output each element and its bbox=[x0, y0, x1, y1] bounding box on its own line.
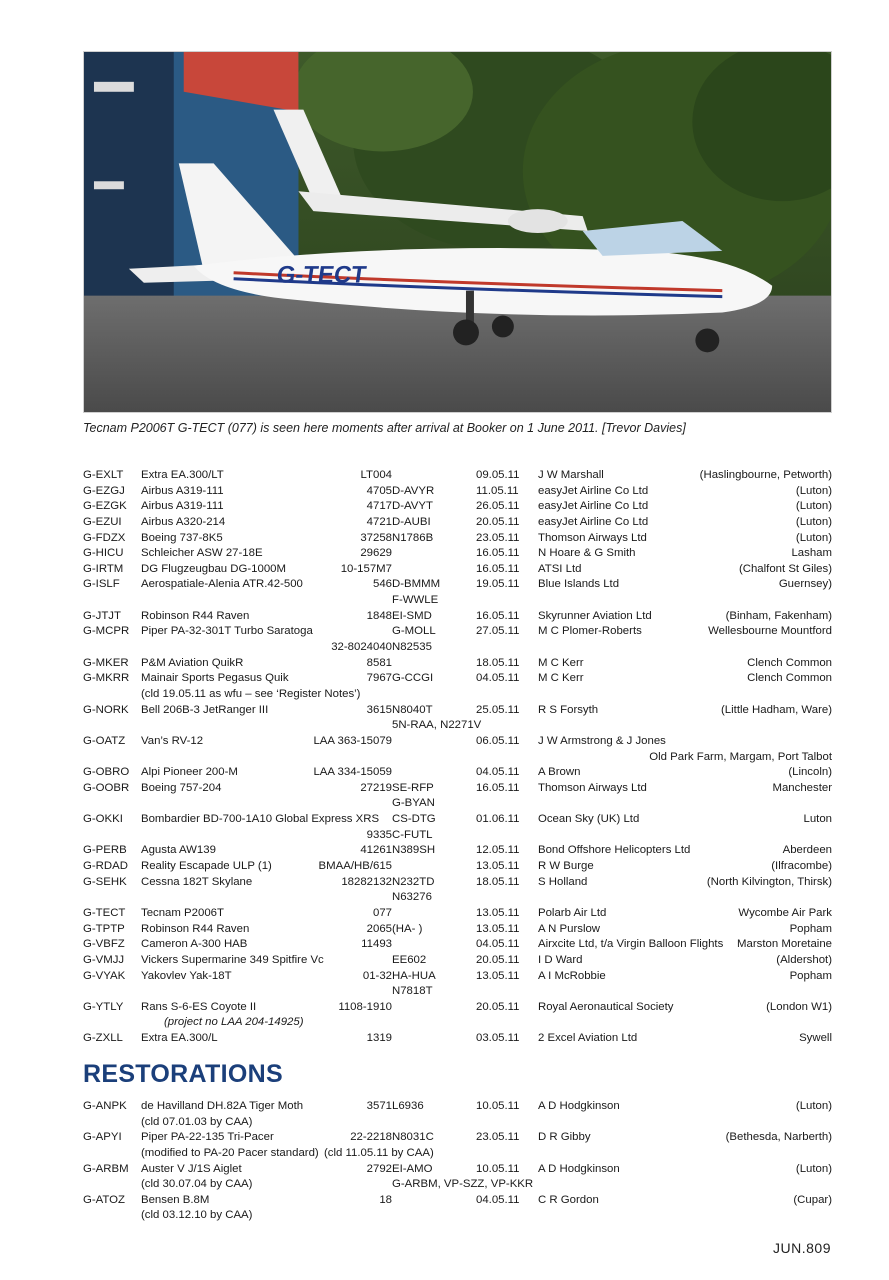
note-cell: (cld 19.05.11 as wfu – see ‘Register Notes’) bbox=[141, 687, 361, 700]
reg-cell: G-RDAD bbox=[83, 860, 128, 873]
reg-cell: G-PERB bbox=[83, 844, 127, 857]
cn-cell: 1848 bbox=[366, 609, 392, 622]
date-cell: 10.05.11 bbox=[476, 1162, 520, 1175]
type-cell: Extra EA.300/LT bbox=[141, 469, 224, 481]
previous-identity-cell: HA-HUA bbox=[392, 969, 436, 982]
previous-identity-cell: D-AVYT bbox=[392, 500, 433, 513]
date-cell: 16.05.11 bbox=[476, 547, 520, 560]
table-row bbox=[83, 468, 843, 484]
reg-cell: G-OBRO bbox=[83, 766, 130, 779]
previous-identity-cell: N8040T bbox=[392, 703, 433, 716]
location-cell: (Lincoln) bbox=[788, 766, 832, 779]
type-cell: Robinson R44 Raven bbox=[141, 609, 250, 622]
cn-cell: LAA 363-15079 bbox=[313, 734, 392, 747]
location-cell: Manchester bbox=[772, 781, 832, 794]
table-row bbox=[83, 781, 843, 797]
date-cell: 20.05.11 bbox=[476, 1000, 520, 1013]
location-cell: (Haslingbourne, Petworth) bbox=[699, 469, 832, 481]
reg-cell: G-ANPK bbox=[83, 1100, 127, 1112]
previous-identity-cell: D-AUBI bbox=[392, 515, 431, 528]
location-cell: (Luton) bbox=[795, 500, 832, 513]
reg-cell: G-OKKI bbox=[83, 813, 123, 826]
owner-cell: Skyrunner Aviation Ltd bbox=[538, 609, 652, 622]
previous-identity-continuation: G-BYAN bbox=[392, 797, 435, 810]
owner-cell: Royal Aeronautical Society bbox=[538, 1000, 674, 1013]
table-row bbox=[83, 796, 843, 812]
table-row bbox=[83, 1000, 843, 1016]
cn-continuation-cell: 9335 bbox=[366, 828, 392, 841]
type-cell: Airbus A319-111 bbox=[141, 484, 224, 497]
photo-caption: Tecnam P2006T G-TECT (077) is seen here moments after arrival at Booker on 1 June 2011. [Trevor Davies] bbox=[83, 421, 686, 435]
table-row bbox=[83, 671, 843, 687]
table-row bbox=[83, 812, 843, 828]
reg-cell: G-IRTM bbox=[83, 562, 124, 575]
previous-identity-cell: N389SH bbox=[392, 844, 436, 857]
location-cell: (Binham, Fakenham) bbox=[725, 609, 832, 622]
cn-cell: 3571 bbox=[366, 1100, 392, 1112]
location-cell: (Bethesda, Narberth) bbox=[725, 1131, 832, 1144]
type-cell: Bombardier BD-700-1A10 Global Express XRS bbox=[141, 813, 380, 826]
cn-cell: 3615 bbox=[366, 703, 392, 716]
date-cell: 04.05.11 bbox=[476, 672, 520, 685]
owner-cell: easyJet Airline Co Ltd bbox=[538, 500, 649, 513]
previous-identity-continuation: 5N-RAA, N2271V bbox=[392, 719, 482, 732]
reg-cell: G-JTJT bbox=[83, 609, 121, 622]
reg-cell: G-EXLT bbox=[83, 469, 124, 481]
previous-identity-cell: G-CCGI bbox=[392, 672, 434, 685]
table-row bbox=[83, 1115, 843, 1131]
table-row bbox=[83, 703, 843, 719]
location-cell: Popham bbox=[789, 969, 832, 982]
reg-cell: G-NORK bbox=[83, 703, 129, 716]
owner-cell: Ocean Sky (UK) Ltd bbox=[538, 813, 640, 826]
cn-cell: 1108-1910 bbox=[338, 1000, 392, 1013]
type-cell: Piper PA-22-135 Tri-Pacer bbox=[141, 1131, 274, 1144]
owner-cell: 2 Excel Aviation Ltd bbox=[538, 1032, 638, 1045]
reg-cell: G-OOBR bbox=[83, 781, 130, 794]
previous-identity-continuation: N7818T bbox=[392, 985, 433, 998]
reg-cell: G-YTLY bbox=[83, 1000, 124, 1013]
previous-identity-continuation: C-FUTL bbox=[392, 828, 433, 841]
previous-identity-cell: D-AVYR bbox=[392, 484, 435, 497]
cn-cell: 546 bbox=[372, 578, 392, 591]
location-cell: Luton bbox=[803, 813, 832, 826]
type-cell: Aerospatiale-Alenia ATR.42-500 bbox=[141, 578, 303, 591]
location-cell: Clench Common bbox=[747, 656, 832, 669]
table-row bbox=[83, 656, 843, 672]
type-cell: Extra EA.300/L bbox=[141, 1032, 218, 1045]
date-cell: 04.05.11 bbox=[476, 1193, 520, 1206]
location-cell: Wycombe Air Park bbox=[738, 906, 832, 919]
location-cell: Wellesbourne Mountford bbox=[708, 625, 832, 638]
type-cell: de Havilland DH.82A Tiger Moth bbox=[141, 1100, 304, 1112]
cn-cell: 18282132 bbox=[341, 875, 392, 888]
registrations-table bbox=[83, 468, 843, 1047]
owner-cell: easyJet Airline Co Ltd bbox=[538, 515, 649, 528]
type-cell: Cameron A-300 HAB bbox=[141, 938, 248, 951]
table-row bbox=[83, 906, 843, 922]
type-cell: Rans S-6-ES Coyote II bbox=[141, 1000, 257, 1013]
location-cell: (Luton) bbox=[795, 1100, 832, 1112]
cn-cell: BMAA/HB/615 bbox=[318, 860, 392, 873]
cn-cell: 077 bbox=[372, 906, 392, 919]
date-cell: 19.05.11 bbox=[476, 578, 520, 591]
owner-cell: N Hoare & G Smith bbox=[538, 547, 636, 560]
owner-cell: Airxcite Ltd, t/a Virgin Balloon Flights bbox=[538, 938, 724, 951]
location-cell: (Ilfracombe) bbox=[771, 860, 832, 873]
reg-cell: G-ZXLL bbox=[83, 1032, 123, 1045]
previous-identity-cell: G-MOLL bbox=[392, 625, 436, 638]
reg-cell: G-VMJJ bbox=[83, 953, 125, 966]
reg-cell: G-TECT bbox=[83, 906, 126, 919]
type-cell: DG Flugzeugbau DG-1000M bbox=[141, 562, 286, 575]
type-cell: Vickers Supermarine 349 Spitfire Vc bbox=[141, 953, 324, 966]
table-row bbox=[83, 1130, 843, 1146]
date-cell: 13.05.11 bbox=[476, 969, 520, 982]
type-cell: Agusta AW139 bbox=[141, 844, 216, 857]
type-cell: Schleicher ASW 27-18E bbox=[141, 547, 263, 560]
cn-cell: 01-32 bbox=[362, 969, 392, 982]
reg-cell: G-ARBM bbox=[83, 1162, 129, 1175]
cn-cell: 7967 bbox=[366, 672, 392, 685]
table-row bbox=[83, 937, 843, 953]
location-cell: Marston Moretaine bbox=[737, 938, 832, 951]
date-cell: 16.05.11 bbox=[476, 781, 520, 794]
note-cell: (cld 07.01.03 by CAA) bbox=[141, 1115, 253, 1128]
owner-cell: I D Ward bbox=[538, 953, 583, 966]
location-continuation: Old Park Farm, Margam, Port Talbot bbox=[649, 750, 832, 763]
cn-cell: LAA 334-15059 bbox=[313, 766, 392, 779]
previous-identity-continuation: N63276 bbox=[392, 891, 432, 904]
type-cell: Boeing 757-204 bbox=[141, 781, 222, 794]
table-row bbox=[83, 593, 843, 609]
reg-cell: G-FDZX bbox=[83, 531, 126, 544]
owner-cell: M C Plomer-Roberts bbox=[538, 625, 642, 638]
date-cell: 16.05.11 bbox=[476, 562, 520, 575]
previous-identity-cell: (HA- ) bbox=[392, 922, 423, 935]
reg-cell: G-OATZ bbox=[83, 734, 126, 747]
type-cell: Mainair Sports Pegasus Quik bbox=[141, 672, 289, 685]
table-row bbox=[83, 1146, 843, 1162]
table-row bbox=[83, 1208, 843, 1224]
table-row bbox=[83, 953, 843, 969]
location-cell: (Aldershot) bbox=[776, 953, 832, 966]
date-cell: 04.05.11 bbox=[476, 938, 520, 951]
type-cell: Van’s RV-12 bbox=[141, 734, 204, 747]
type-cell: Bell 206B-3 JetRanger III bbox=[141, 703, 269, 716]
date-cell: 13.05.11 bbox=[476, 860, 520, 873]
table-row bbox=[83, 922, 843, 938]
location-cell: (Cupar) bbox=[793, 1193, 832, 1206]
cancellation-note: (cld 11.05.11 by CAA) bbox=[324, 1146, 434, 1159]
date-cell: 06.05.11 bbox=[476, 734, 520, 747]
cn-cell: 4721 bbox=[366, 515, 392, 528]
reg-cell: G-MKER bbox=[83, 656, 129, 669]
date-cell: 13.05.11 bbox=[476, 906, 520, 919]
cn-cell: 2792 bbox=[366, 1162, 392, 1175]
cn-cell: LT004 bbox=[360, 469, 392, 481]
table-row bbox=[83, 484, 843, 500]
table-row bbox=[83, 734, 843, 750]
date-cell: 18.05.11 bbox=[476, 656, 520, 669]
previous-identity-cell: L6936 bbox=[392, 1100, 424, 1112]
cn-cell: 41261 bbox=[360, 844, 392, 857]
reg-cell: G-EZGK bbox=[83, 500, 127, 513]
table-row bbox=[83, 515, 843, 531]
table-row bbox=[83, 718, 843, 734]
type-cell: Cessna 182T Skylane bbox=[141, 875, 253, 888]
previous-identity-continuation: F-WWLE bbox=[392, 594, 439, 607]
table-row bbox=[83, 1099, 843, 1115]
location-cell: (Luton) bbox=[795, 484, 832, 497]
type-cell: Auster V J/1S Aiglet bbox=[141, 1162, 242, 1175]
type-cell: Airbus A319-111 bbox=[141, 500, 224, 513]
reg-cell: G-MKRR bbox=[83, 672, 130, 685]
table-row bbox=[83, 1031, 843, 1047]
previous-identity-cell: SE-RFP bbox=[392, 781, 434, 794]
reg-cell: G-HICU bbox=[83, 547, 124, 560]
owner-cell: easyJet Airline Co Ltd bbox=[538, 484, 649, 497]
owner-cell: M C Kerr bbox=[538, 656, 584, 669]
owner-cell: ATSI Ltd bbox=[538, 562, 582, 575]
date-cell: 20.05.11 bbox=[476, 515, 520, 528]
table-row bbox=[83, 531, 843, 547]
aircraft-photo bbox=[83, 51, 832, 413]
cn-cell: 10-157M7 bbox=[340, 562, 392, 575]
location-cell: (London W1) bbox=[766, 1000, 832, 1013]
table-row bbox=[83, 609, 843, 625]
reg-cell: G-VBFZ bbox=[83, 938, 125, 951]
owner-cell: A N Purslow bbox=[538, 922, 601, 935]
table-row bbox=[83, 1015, 843, 1031]
location-cell: (Luton) bbox=[795, 515, 832, 528]
cn-cell: 37258 bbox=[360, 531, 392, 544]
previous-identity-cell: CS-DTG bbox=[392, 813, 436, 826]
table-row bbox=[83, 562, 843, 578]
table-row bbox=[83, 1177, 843, 1193]
location-cell: Lasham bbox=[791, 547, 832, 560]
cn-cell: 2065 bbox=[366, 922, 392, 935]
table-row bbox=[83, 875, 843, 891]
cn-cell: 8581 bbox=[366, 656, 392, 669]
cn-cell: 4705 bbox=[366, 484, 392, 497]
date-cell: 23.05.11 bbox=[476, 1131, 520, 1144]
location-cell: Sywell bbox=[799, 1032, 832, 1045]
type-cell: P&M Aviation QuikR bbox=[141, 656, 244, 669]
date-cell: 09.05.11 bbox=[476, 469, 520, 481]
restorations-table bbox=[83, 1099, 843, 1224]
table-row bbox=[83, 750, 843, 766]
reg-cell: G-ATOZ bbox=[83, 1193, 125, 1206]
type-cell: Tecnam P2006T bbox=[141, 906, 224, 919]
date-cell: 25.05.11 bbox=[476, 703, 520, 716]
location-cell: (Luton) bbox=[795, 1162, 832, 1175]
cn-cell: 1319 bbox=[366, 1032, 392, 1045]
owner-cell: M C Kerr bbox=[538, 672, 584, 685]
previous-identity-cell: N8031C bbox=[392, 1131, 434, 1144]
date-cell: 16.05.11 bbox=[476, 609, 520, 622]
table-row bbox=[83, 765, 843, 781]
location-cell: Clench Common bbox=[747, 672, 832, 685]
owner-cell: S Holland bbox=[538, 875, 588, 888]
table-row bbox=[83, 843, 843, 859]
location-cell: Aberdeen bbox=[782, 844, 832, 857]
owner-cell: Bond Offshore Helicopters Ltd bbox=[538, 844, 691, 857]
previous-identity-continuation: N82535 bbox=[392, 641, 432, 654]
type-cell: Alpi Pioneer 200-M bbox=[141, 766, 238, 779]
reg-cell: G-MCPR bbox=[83, 625, 130, 638]
cn-cell: 4717 bbox=[366, 500, 392, 513]
date-cell: 04.05.11 bbox=[476, 766, 520, 779]
type-cell: Reality Escapade ULP (1) bbox=[141, 860, 272, 873]
note-cell: (cld 30.07.04 by CAA) bbox=[141, 1178, 253, 1191]
type-cell: Piper PA-32-301T Turbo Saratoga bbox=[141, 625, 313, 638]
note-cell: (cld 03.12.10 by CAA) bbox=[141, 1209, 253, 1222]
owner-cell: R W Burge bbox=[538, 860, 594, 873]
owner-cell: R S Forsyth bbox=[538, 703, 599, 716]
cn-continuation-cell: 32-8024040 bbox=[331, 641, 392, 654]
owner-cell: Thomson Airways Ltd bbox=[538, 781, 647, 794]
project-note-cell: (project no LAA 204-14925) bbox=[164, 1016, 304, 1029]
reg-cell: G-ISLF bbox=[83, 578, 120, 591]
owner-cell: J W Armstrong & J Jones bbox=[538, 734, 666, 747]
table-row bbox=[83, 969, 843, 985]
type-cell: Airbus A320-214 bbox=[141, 515, 226, 528]
date-cell: 23.05.11 bbox=[476, 531, 520, 544]
previous-identity-cell: N1786B bbox=[392, 531, 434, 544]
table-row bbox=[83, 640, 843, 656]
table-row bbox=[83, 499, 843, 515]
date-cell: 26.05.11 bbox=[476, 500, 520, 513]
cn-cell: 27219 bbox=[360, 781, 392, 794]
date-cell: 01.06.11 bbox=[476, 813, 520, 826]
type-cell: Yakovlev Yak-18T bbox=[141, 969, 232, 982]
date-cell: 13.05.11 bbox=[476, 922, 520, 935]
table-row bbox=[83, 624, 843, 640]
owner-cell: A D Hodgkinson bbox=[538, 1162, 620, 1175]
reg-cell: G-TPTP bbox=[83, 922, 125, 935]
previous-identity-cell: EI-AMO bbox=[392, 1162, 433, 1175]
aircraft-registration-marking: G-TECT bbox=[275, 261, 368, 289]
reg-cell: G-APYI bbox=[83, 1131, 122, 1144]
location-cell: Guernsey) bbox=[778, 578, 832, 591]
previous-identity-cell: EE602 bbox=[392, 953, 427, 966]
owner-cell: Blue Islands Ltd bbox=[538, 578, 620, 591]
owner-cell: Thomson Airways Ltd bbox=[538, 531, 647, 544]
cn-cell: 22-2218 bbox=[350, 1131, 392, 1144]
owner-cell: D R Gibby bbox=[538, 1131, 591, 1144]
date-cell: 03.05.11 bbox=[476, 1032, 520, 1045]
location-cell: (North Kilvington, Thirsk) bbox=[706, 875, 832, 888]
owner-cell: J W Marshall bbox=[538, 469, 604, 481]
date-cell: 18.05.11 bbox=[476, 875, 520, 888]
owner-cell: Polarb Air Ltd bbox=[538, 906, 607, 919]
reg-cell: G-EZGJ bbox=[83, 484, 125, 497]
table-row bbox=[83, 890, 843, 906]
reg-cell: G-EZUI bbox=[83, 515, 122, 528]
reg-cell: G-SEHK bbox=[83, 875, 127, 888]
table-row bbox=[83, 687, 843, 703]
modification-note: (modified to PA-20 Pacer standard) bbox=[141, 1146, 319, 1159]
owner-cell: A I McRobbie bbox=[538, 969, 606, 982]
previous-identity-cell: D-BMMM bbox=[392, 578, 441, 591]
table-row bbox=[83, 577, 843, 593]
table-row bbox=[83, 859, 843, 875]
location-cell: Popham bbox=[789, 922, 832, 935]
date-cell: 10.05.11 bbox=[476, 1100, 520, 1112]
owner-cell: A Brown bbox=[538, 766, 581, 779]
page-number: JUN.809 bbox=[773, 1240, 831, 1256]
owner-cell: C R Gordon bbox=[538, 1193, 599, 1206]
cn-cell: 29629 bbox=[360, 547, 392, 560]
date-cell: 11.05.11 bbox=[476, 484, 519, 497]
restorations-heading: RESTORATIONS bbox=[83, 1060, 283, 1088]
cn-cell: 11493 bbox=[361, 938, 392, 951]
cn-cell: 18 bbox=[379, 1193, 392, 1206]
previous-identity-continuation: G-ARBM, VP-SZZ, VP-KKR bbox=[392, 1178, 534, 1191]
owner-cell: A D Hodgkinson bbox=[538, 1100, 620, 1112]
location-cell: (Luton) bbox=[795, 531, 832, 544]
table-row bbox=[83, 828, 843, 844]
table-row bbox=[83, 984, 843, 1000]
date-cell: 27.05.11 bbox=[476, 625, 520, 638]
reg-cell: G-VYAK bbox=[83, 969, 126, 982]
table-row bbox=[83, 546, 843, 562]
location-cell: (Little Hadham, Ware) bbox=[721, 703, 832, 716]
previous-identity-cell: N232TD bbox=[392, 875, 435, 888]
type-cell: Bensen B.8M bbox=[141, 1193, 210, 1206]
location-cell: (Chalfont St Giles) bbox=[738, 562, 832, 575]
type-cell: Robinson R44 Raven bbox=[141, 922, 250, 935]
table-row bbox=[83, 1162, 843, 1178]
date-cell: 12.05.11 bbox=[476, 844, 520, 857]
previous-identity-cell: EI-SMD bbox=[392, 609, 432, 622]
date-cell: 20.05.11 bbox=[476, 953, 520, 966]
table-row bbox=[83, 1193, 843, 1209]
type-cell: Boeing 737-8K5 bbox=[141, 531, 223, 544]
